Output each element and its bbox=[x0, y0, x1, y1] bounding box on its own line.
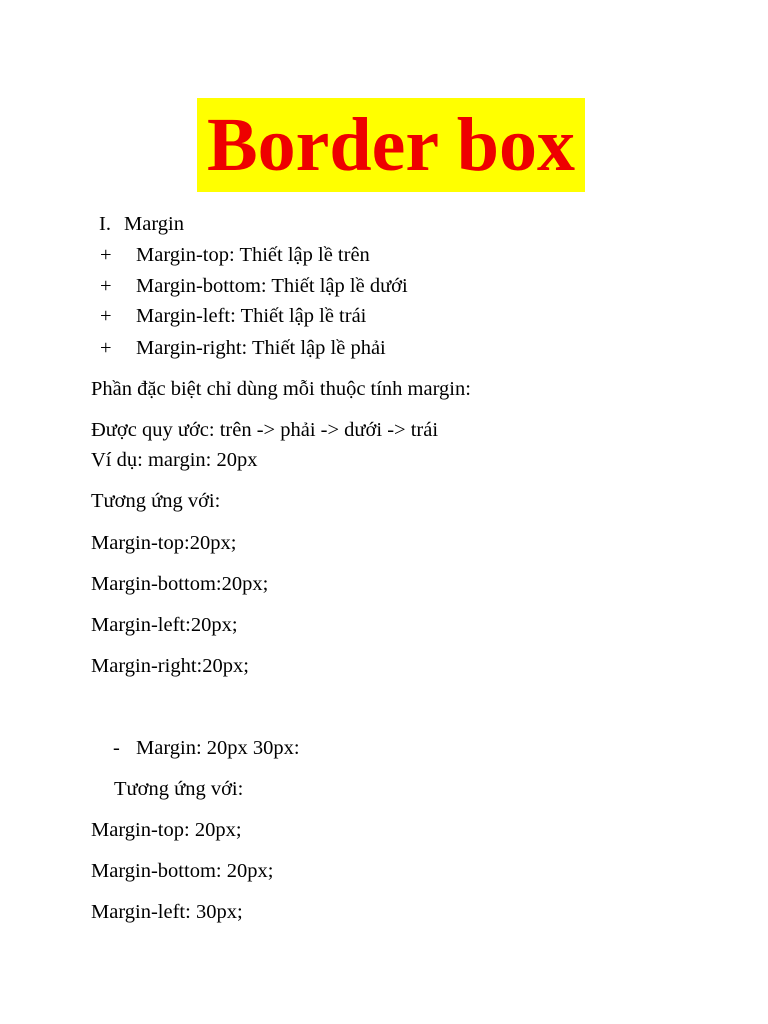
list-item-marker: + bbox=[100, 337, 112, 359]
list-item: Margin-left: Thiết lập lề trái bbox=[136, 305, 367, 327]
paragraph-margin-top: Margin-top:20px; bbox=[91, 532, 237, 554]
list-item-marker: + bbox=[100, 244, 112, 266]
dash-marker: - bbox=[113, 737, 120, 759]
paragraph-corresponds: Tương ứng với: bbox=[91, 490, 221, 512]
document-title: Border box bbox=[197, 98, 585, 192]
list-item: Margin-top: Thiết lập lề trên bbox=[136, 244, 370, 266]
second-example-heading: Margin: 20px 30px: bbox=[136, 737, 300, 759]
paragraph-margin-right: Margin-right:20px; bbox=[91, 655, 249, 677]
section-marker: I. bbox=[99, 213, 111, 235]
paragraph-margin-left: Margin-left:20px; bbox=[91, 614, 238, 636]
list-item-marker: + bbox=[100, 275, 112, 297]
section-heading: Margin bbox=[124, 213, 184, 235]
paragraph-convention: Được quy ước: trên -> phải -> dưới -> trái bbox=[91, 419, 439, 441]
list-item: Margin-bottom: Thiết lập lề dưới bbox=[136, 275, 408, 297]
second-example-margin-top: Margin-top: 20px; bbox=[91, 819, 242, 841]
second-example-corresponds: Tương ứng với: bbox=[114, 778, 244, 800]
list-item: Margin-right: Thiết lập lề phải bbox=[136, 337, 386, 359]
second-example-margin-bottom: Margin-bottom: 20px; bbox=[91, 860, 274, 882]
paragraph-special: Phần đặc biệt chỉ dùng mỗi thuộc tính margin: bbox=[91, 378, 471, 400]
paragraph-margin-bottom: Margin-bottom:20px; bbox=[91, 573, 269, 595]
paragraph-example: Ví dụ: margin: 20px bbox=[91, 449, 258, 471]
second-example-margin-left: Margin-left: 30px; bbox=[91, 901, 243, 923]
list-item-marker: + bbox=[100, 305, 112, 327]
